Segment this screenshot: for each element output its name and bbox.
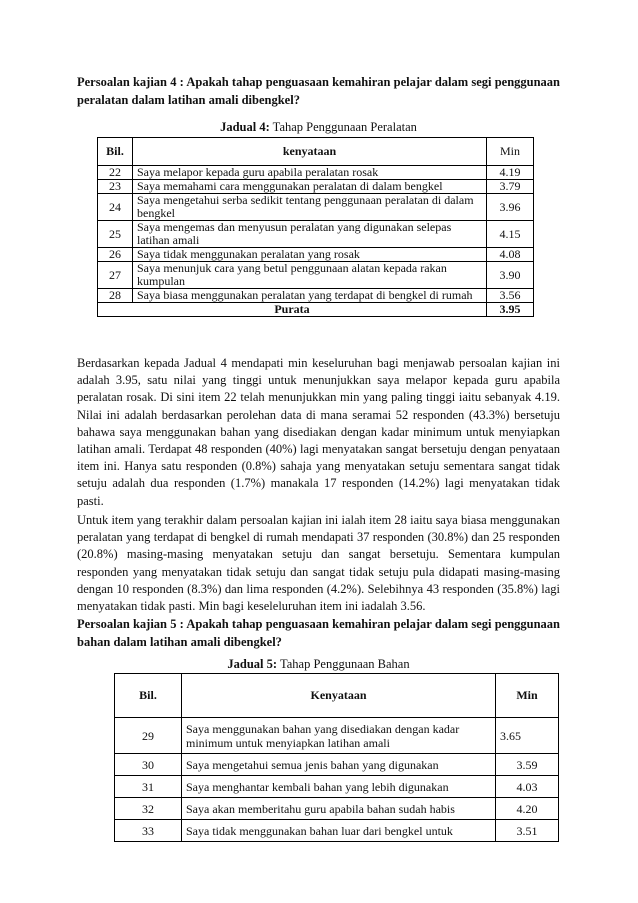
table-row: [98, 289, 534, 303]
table-row: [98, 180, 534, 194]
research-question-4: Persoalan kajian 4 : Apakah tahap penguasaan kemahiran pelajar dalam segi penggunaan peralatan dalam latihan amali dibengkel?: [77, 75, 560, 107]
row-text: Saya memahami cara menggunakan peralatan di dalam bengkel: [133, 180, 487, 194]
header-bil: Bil.: [98, 138, 133, 166]
table-header-row: [115, 674, 559, 718]
row-min: 4.08: [487, 248, 534, 262]
row-min: 3.56: [487, 289, 534, 303]
table-row: [98, 221, 534, 248]
row-min: 3.51: [496, 820, 559, 842]
row-text: Saya mengetahui serba sedikit tentang penggunaan peralatan di dalam bengkel: [133, 194, 487, 221]
row-text: Saya tidak menggunakan bahan luar dari bengkel untuk: [182, 820, 496, 842]
row-bil: 30: [115, 754, 182, 776]
row-bil: 24: [98, 194, 133, 221]
row-text: Saya mengetahui semua jenis bahan yang digunakan: [182, 754, 496, 776]
header-min: Min: [496, 674, 559, 718]
row-text: Saya menghantar kembali bahan yang lebih digunakan: [182, 776, 496, 798]
row-bil: 32: [115, 798, 182, 820]
table-4-caption-label: Jadual 4:: [220, 120, 270, 134]
table-5: [114, 673, 559, 842]
table-4: [97, 137, 534, 317]
row-bil: 29: [115, 718, 182, 754]
row-text: Saya akan memberitahu guru apabila bahan sudah habis: [182, 798, 496, 820]
row-min: 3.96: [487, 194, 534, 221]
row-text: Saya menunjuk cara yang betul penggunaan alatan kepada rakan kumpulan: [133, 262, 487, 289]
table-row: [115, 798, 559, 820]
row-bil: 33: [115, 820, 182, 842]
table-row: [98, 262, 534, 289]
row-bil: 27: [98, 262, 133, 289]
table-row: [98, 194, 534, 221]
table-5-caption-label: Jadual 5:: [227, 657, 278, 671]
table-4-caption: [77, 120, 560, 135]
header-kenyataan: Kenyataan: [182, 674, 496, 718]
header-min: Min: [487, 138, 534, 166]
row-text: Saya biasa menggunakan peralatan yang terdapat di bengkel di rumah: [133, 289, 487, 303]
table-row: [115, 754, 559, 776]
purata-value: 3.95: [487, 303, 534, 317]
row-bil: 31: [115, 776, 182, 798]
table-row: [115, 820, 559, 842]
row-text: Saya menggunakan bahan yang disediakan dengan kadar minimum untuk menyiapkan latihan amali: [182, 718, 496, 754]
table-row: [115, 718, 559, 754]
table-row: [98, 248, 534, 262]
row-min: 4.19: [487, 166, 534, 180]
row-text: Saya mengemas dan menyusun peralatan yang digunakan selepas latihan amali: [133, 221, 487, 248]
paragraph-1: Berdasarkan kepada Jadual 4 mendapati min keseluruhan bagi menjawab persoalan kajian ini adalah 3.95, satu nilai yang tinggi untuk menunjukkan saya melapor kepada guru apabila peralatan rosak. Di sini item 22 telah menunjukkan min yang paling tinggi iaitu sebanyak 4.19. Nilai ini adalah berdasarkan perolehan data di mana seramai 52 responden (43.3%) bersetuju bahawa saya menggunakan bahan yang disediakan dengan kadar minimum untuk menyiapkan latihan amali. Terdapat 48 responden (40%) lagi menyatakan sangat bersetuju dengan penyataan item ini. Hanya satu responden (0.8%) sahaja yang menyatakan setuju sementara sangat tidak setuju adalah dua responden (1.7%) manakala 17 responden (14.2%) lagi menyatakan tidak pasti.: [77, 356, 560, 508]
research-question-5: Persoalan kajian 5 : Apakah tahap penguasaan kemahiran pelajar dalam segi penggunaan bahan dalam latihan amali dibengkel?: [77, 617, 560, 649]
purata-label: Purata: [98, 303, 487, 317]
table-total-row: [98, 303, 534, 317]
row-text: Saya melapor kepada guru apabila peralatan rosak: [133, 166, 487, 180]
row-bil: 28: [98, 289, 133, 303]
table-5-caption: [77, 657, 560, 672]
row-min: 3.90: [487, 262, 534, 289]
row-bil: 22: [98, 166, 133, 180]
row-min: 3.59: [496, 754, 559, 776]
paragraph-2: Untuk item yang terakhir dalam persoalan kajian ini ialah item 28 iaitu saya biasa menggunakan peralatan yang terdapat di bengkel di rumah mendapati 37 responden (30.8%) dan 25 responden (20.8%) masing-masing menyatakan setuju dan sangat bersetuju. Sementara kumpulan responden yang menyatakan tidak setuju dan sangat tidak setuju pula didapati masing-masing dengan 10 responden (8.3%) dan lima responden (4.2%). Selebihnya 43 responden (35.8%) lagi menyatakan tidak pasti. Min bagi keseleluruhan item ini iadalah 3.56.: [77, 513, 560, 614]
row-min: 4.15: [487, 221, 534, 248]
table-5-caption-text: Tahap Penggunaan Bahan: [277, 657, 410, 671]
row-bil: 23: [98, 180, 133, 194]
table-row: [98, 166, 534, 180]
header-bil: Bil.: [115, 674, 182, 718]
row-bil: 25: [98, 221, 133, 248]
row-min: 3.65: [496, 718, 559, 754]
table-4-caption-text: Tahap Penggunaan Peralatan: [269, 120, 417, 134]
row-bil: 26: [98, 248, 133, 262]
row-min: 3.79: [487, 180, 534, 194]
row-text: Saya tidak menggunakan peralatan yang rosak: [133, 248, 487, 262]
header-kenyataan: kenyataan: [133, 138, 487, 166]
table-header-row: [98, 138, 534, 166]
table-row: [115, 776, 559, 798]
row-min: 4.03: [496, 776, 559, 798]
row-min: 4.20: [496, 798, 559, 820]
